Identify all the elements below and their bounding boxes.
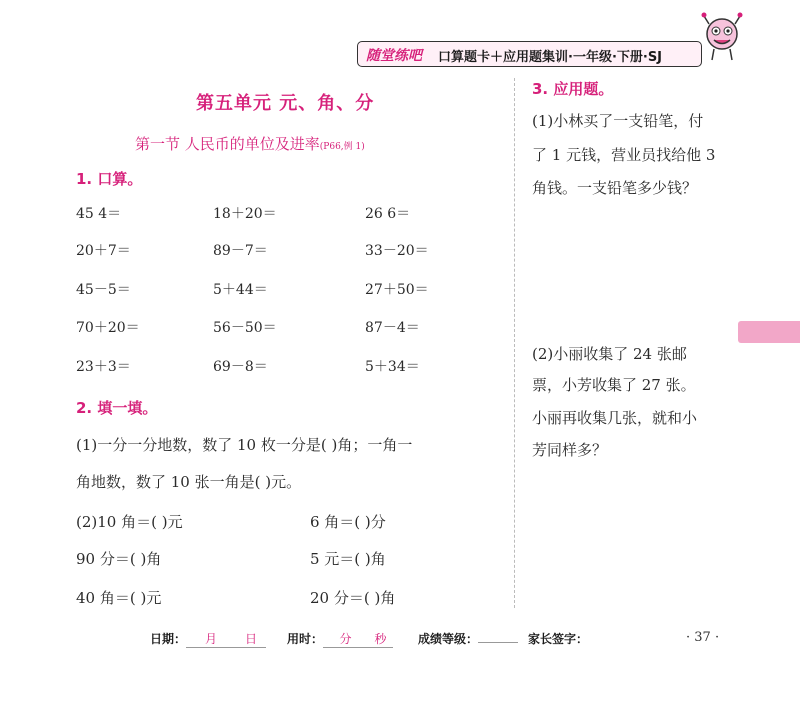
q1-expr: 18＋20＝ (213, 206, 277, 222)
footer-grade (418, 630, 518, 647)
footer-parent (528, 630, 588, 647)
grade-field[interactable] (478, 642, 518, 643)
side-tab (738, 321, 800, 343)
q1-expr: 45－5＝ (76, 282, 131, 298)
grade-label: 成绩等级： (418, 632, 479, 646)
q1-expr: 45 4＝ (76, 206, 122, 222)
q2-part1-line2: 角地数，数了 10 张一角是( )元。 (76, 473, 302, 491)
q1-expr: 23＋3＝ (76, 359, 131, 375)
time-label: 用时： (287, 632, 324, 646)
q2-item: 5 元＝( )角 (310, 550, 386, 568)
q3-p1-line: 了 1 元钱，营业员找给他 3 (532, 146, 716, 164)
section-ref: (P66,例 1) (319, 142, 365, 152)
q1-expr: 27＋50＝ (365, 282, 429, 298)
date-label: 日期： (150, 632, 187, 646)
header-slogan: 随堂练吧 (366, 48, 422, 64)
q1-expr: 70＋20＝ (76, 320, 140, 336)
q2-item: (2)10 角＝( )元 (76, 513, 183, 531)
q1-expr: 33－20＝ (365, 243, 429, 259)
q2-item: 90 分＝( )角 (76, 550, 162, 568)
minute-field[interactable]: 分 (323, 630, 368, 648)
q1-expr: 5＋34＝ (365, 359, 420, 375)
q1-expr: 69－8＝ (213, 359, 268, 375)
day-field[interactable]: 日 (236, 630, 266, 648)
month-field[interactable]: 月 (186, 630, 236, 648)
q3-p1-line: 角钱。一支铅笔多少钱？ (532, 179, 698, 197)
mascot-icon (700, 10, 744, 70)
section-title-text: 第一节 人民币的单位及进率 (135, 135, 320, 153)
footer-date (150, 630, 266, 648)
q1-expr: 56－50＝ (213, 320, 277, 336)
q1-expr: 20＋7＝ (76, 243, 131, 259)
q3-p2-line: 票，小芳收集了 27 张。 (532, 376, 696, 394)
q1-expr: 87－4＝ (365, 320, 420, 336)
q2-heading: 2. 填一填。 (76, 399, 158, 417)
q3-p2-line: 小丽再收集几张，就和小 (532, 409, 698, 427)
q3-heading: 3. 应用题。 (532, 80, 614, 98)
q2-item: 6 角＝( )分 (310, 513, 386, 531)
q3-p2-line: 芳同样多？ (532, 441, 608, 459)
second-field[interactable]: 秒 (368, 630, 393, 648)
q2-item: 40 角＝( )元 (76, 589, 162, 607)
header-banner (357, 41, 702, 67)
parent-signature-label: 家长签字： (528, 632, 589, 646)
column-divider (514, 78, 515, 608)
q3-p1-line: (1)小林买了一支铅笔，付 (532, 112, 704, 130)
q2-part1-line1: (1)一分一分地数，数了 10 枚一分是( )角；一角一 (76, 436, 413, 454)
q3-p2-line: (2)小丽收集了 24 张邮 (532, 345, 687, 363)
q2-item: 20 分＝( )角 (310, 589, 396, 607)
q1-expr: 89－7＝ (213, 243, 268, 259)
unit-title: 第五单元 元、角、分 (196, 93, 375, 114)
page-number: · 37 · (686, 630, 720, 645)
q1-expr: 26 6＝ (365, 206, 411, 222)
header-series-title: 口算题卡＋应用题集训·一年级·下册·SJ (438, 50, 663, 65)
section-title (135, 133, 365, 154)
footer-time (287, 630, 393, 648)
q1-heading: 1. 口算。 (76, 170, 143, 188)
q1-expr: 5＋44＝ (213, 282, 268, 298)
